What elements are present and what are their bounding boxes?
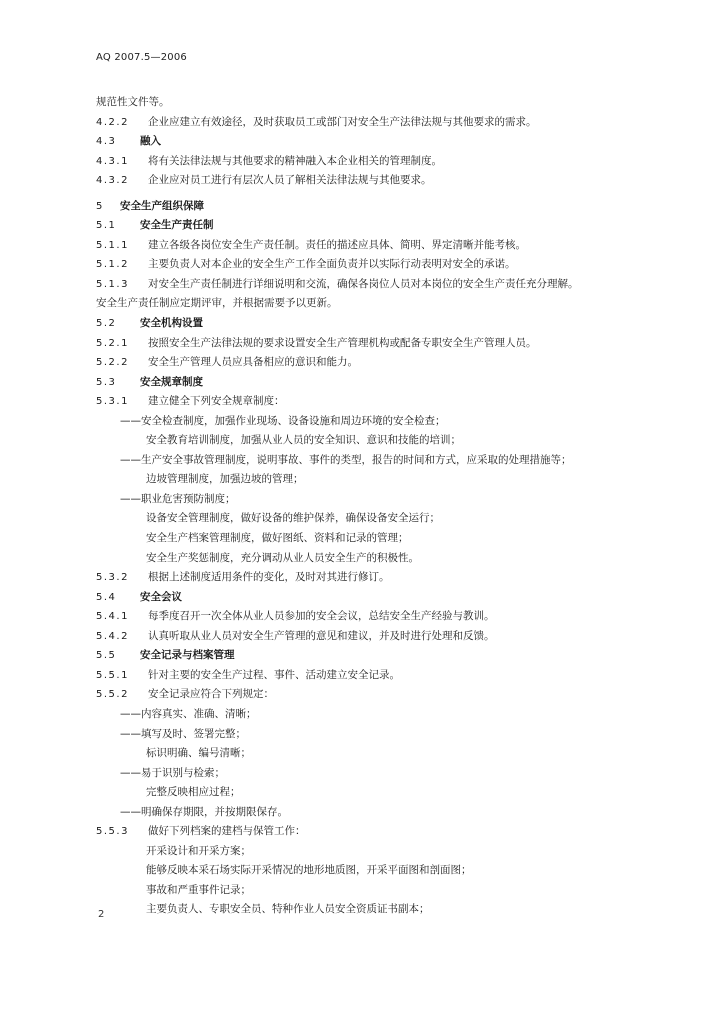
clause-line bbox=[96, 275, 686, 295]
clause-text: 针对主要的安全生产过程、事件、活动建立安全记录。 bbox=[148, 668, 400, 681]
clause-number: 5.1.3 bbox=[96, 278, 129, 290]
text-line bbox=[96, 412, 686, 432]
clause-text: 做好下列档案的建档与保管工作： bbox=[148, 825, 306, 838]
clause-text: 安全记录应符合下列规定： bbox=[148, 688, 274, 701]
clause-text: 根据上述制度适用条件的变化，及时对其进行修订。 bbox=[148, 571, 390, 584]
text-line bbox=[96, 764, 686, 784]
text-line bbox=[96, 725, 686, 745]
list-item: 事故和严重事件记录； bbox=[146, 883, 251, 896]
text-line bbox=[96, 470, 686, 490]
clause-number: 5.2.1 bbox=[96, 337, 129, 349]
clause-text: 安全记录与档案管理 bbox=[140, 649, 235, 662]
list-item: 完整反映相应过程； bbox=[146, 786, 241, 799]
list-item: 标识明确、编号清晰； bbox=[146, 747, 251, 760]
clause-number: 5.4 bbox=[96, 591, 117, 603]
clause-text: 按照安全生产法律法规的要求设置安全生产管理机构或配备专职安全生产管理人员。 bbox=[148, 336, 537, 349]
clause-number: 5.4.1 bbox=[96, 611, 129, 623]
clause-number: 5.5.3 bbox=[96, 826, 129, 838]
list-item-dash: ——易于识别与检索； bbox=[120, 766, 225, 779]
text-line bbox=[96, 294, 686, 314]
clause-number: 5.5 bbox=[96, 650, 117, 662]
list-item-dash: ——明确保存期限，并按期限保存。 bbox=[120, 805, 288, 818]
text-line bbox=[96, 529, 686, 549]
clause-number: 5.5.1 bbox=[96, 669, 129, 681]
clause-heading bbox=[96, 646, 686, 666]
list-item: 开采设计和开采方案； bbox=[146, 844, 251, 857]
clause-number: 5.1 bbox=[96, 220, 117, 232]
clause-text: 企业应建立有效途径，及时获取员工或部门对安全生产法律法规与其他要求的需求。 bbox=[148, 115, 537, 128]
text-line bbox=[96, 744, 686, 764]
clause-number: 5.3.2 bbox=[96, 572, 129, 584]
continuation-text: 规范性文件等。 bbox=[96, 96, 170, 108]
clause-text: 安全生产管理人员应具备相应的意识和能力。 bbox=[148, 356, 358, 369]
text-line bbox=[96, 881, 686, 901]
clause-number: 5 bbox=[96, 200, 104, 212]
clause-text: 每季度召开一次全体从业人员参加的安全会议，总结安全生产经验与教训。 bbox=[148, 610, 495, 623]
list-item: 主要负责人、专职安全员、特种作业人员安全资质证书副本； bbox=[146, 903, 430, 916]
document-body bbox=[96, 93, 686, 920]
text-line bbox=[96, 803, 686, 823]
text-line bbox=[96, 549, 686, 569]
page-number: 2 bbox=[98, 909, 105, 920]
document-code-header: AQ 2007.5—2006 bbox=[96, 52, 187, 63]
clause-text: 安全会议 bbox=[140, 590, 182, 603]
clause-text: 安全机构设置 bbox=[140, 317, 203, 330]
clause-heading bbox=[96, 216, 686, 236]
clause-line bbox=[96, 152, 686, 172]
list-item-dash: ——内容真实、准确、清晰； bbox=[120, 707, 257, 720]
clause-number: 4.2.2 bbox=[96, 116, 129, 128]
clause-line bbox=[96, 607, 686, 627]
clause-text: 安全规章制度 bbox=[140, 375, 203, 388]
clause-line bbox=[96, 627, 686, 647]
clause-number: 4.3.2 bbox=[96, 175, 129, 187]
text-line bbox=[96, 900, 686, 920]
clause-line bbox=[96, 822, 686, 842]
clause-text: 认真听取从业人员对安全生产管理的意见和建议，并及时进行处理和反馈。 bbox=[148, 629, 495, 642]
clause-heading bbox=[96, 373, 686, 393]
clause-number: 5.2.2 bbox=[96, 357, 129, 369]
text-line bbox=[96, 861, 686, 881]
text-line bbox=[96, 431, 686, 451]
list-item: 安全生产奖惩制度，充分调动从业人员安全生产的积极性。 bbox=[146, 551, 419, 564]
text-line bbox=[96, 842, 686, 862]
clause-line bbox=[96, 392, 686, 412]
clause-heading bbox=[96, 588, 686, 608]
clause-number: 5.5.2 bbox=[96, 689, 129, 701]
clause-line bbox=[96, 685, 686, 705]
clause-text: 将有关法律法规与其他要求的精神融入本企业相关的管理制度。 bbox=[148, 154, 442, 167]
clause-text: 对安全生产责任制进行详细说明和交流，确保各岗位人员对本岗位的安全生产责任充分理解。 bbox=[148, 277, 579, 290]
clause-number: 4.3.1 bbox=[96, 155, 129, 167]
text-line bbox=[96, 451, 686, 471]
clause-number: 5.2 bbox=[96, 318, 117, 330]
text-line bbox=[96, 783, 686, 803]
list-item: 设备安全管理制度，做好设备的维护保养，确保设备安全运行； bbox=[146, 512, 440, 525]
clause-number: 5.3.1 bbox=[96, 396, 129, 408]
list-item-dash: ——填写及时、签署完整； bbox=[120, 727, 246, 740]
text-line bbox=[96, 705, 686, 725]
clause-line bbox=[96, 236, 686, 256]
clause-heading bbox=[96, 314, 686, 334]
clause-text: 主要负责人对本企业的安全生产工作全面负责并以实际行动表明对安全的承诺。 bbox=[148, 258, 516, 271]
clause-line bbox=[96, 666, 686, 686]
list-item: 安全生产档案管理制度，做好图纸、资料和记录的管理； bbox=[146, 532, 409, 545]
clause-text: 企业应对员工进行有层次人员了解相关法律法规与其他要求。 bbox=[148, 174, 432, 187]
clause-number: 5.1.2 bbox=[96, 259, 129, 271]
text-line bbox=[96, 509, 686, 529]
clause-text: 安全生产责任制 bbox=[140, 219, 214, 232]
list-item: 能够反映本采石场实际开采情况的地形地质图，开采平面图和剖面图； bbox=[146, 864, 472, 877]
clause-line bbox=[96, 334, 686, 354]
list-item: 安全教育培训制度，加强从业人员的安全知识、意识和技能的培训； bbox=[146, 434, 461, 447]
clause-heading bbox=[96, 132, 686, 152]
clause-number: 5.4.2 bbox=[96, 630, 129, 642]
clause-text: 建立各级各岗位安全生产责任制。责任的描述应具体、简明、界定清晰并能考核。 bbox=[148, 238, 526, 251]
clause-line bbox=[96, 255, 686, 275]
list-item-dash: ——安全检查制度，加强作业现场、设备设施和周边环境的安全检查； bbox=[120, 414, 446, 427]
list-item-dash: ——生产安全事故管理制度，说明事故、事件的类型，报告的时间和方式，应采取的处理措施等； bbox=[120, 453, 572, 466]
continuation-text: 安全生产责任制应定期评审，并根据需要予以更新。 bbox=[96, 297, 338, 310]
clause-number: 4.3 bbox=[96, 136, 117, 148]
clause-line bbox=[96, 353, 686, 373]
text-line bbox=[96, 93, 686, 113]
clause-line bbox=[96, 113, 686, 133]
clause-line bbox=[96, 568, 686, 588]
clause-number: 5.3 bbox=[96, 376, 117, 388]
clause-text: 融入 bbox=[140, 135, 161, 148]
section-heading bbox=[96, 197, 686, 217]
list-item: 边坡管理制度，加强边坡的管理； bbox=[146, 473, 304, 486]
list-item-dash: ——职业危害预防制度； bbox=[120, 492, 236, 505]
clause-text: 安全生产组织保障 bbox=[120, 199, 204, 212]
clause-text: 建立健全下列安全规章制度： bbox=[148, 395, 285, 408]
text-line bbox=[96, 490, 686, 510]
clause-number: 5.1.1 bbox=[96, 239, 129, 251]
clause-line bbox=[96, 171, 686, 191]
